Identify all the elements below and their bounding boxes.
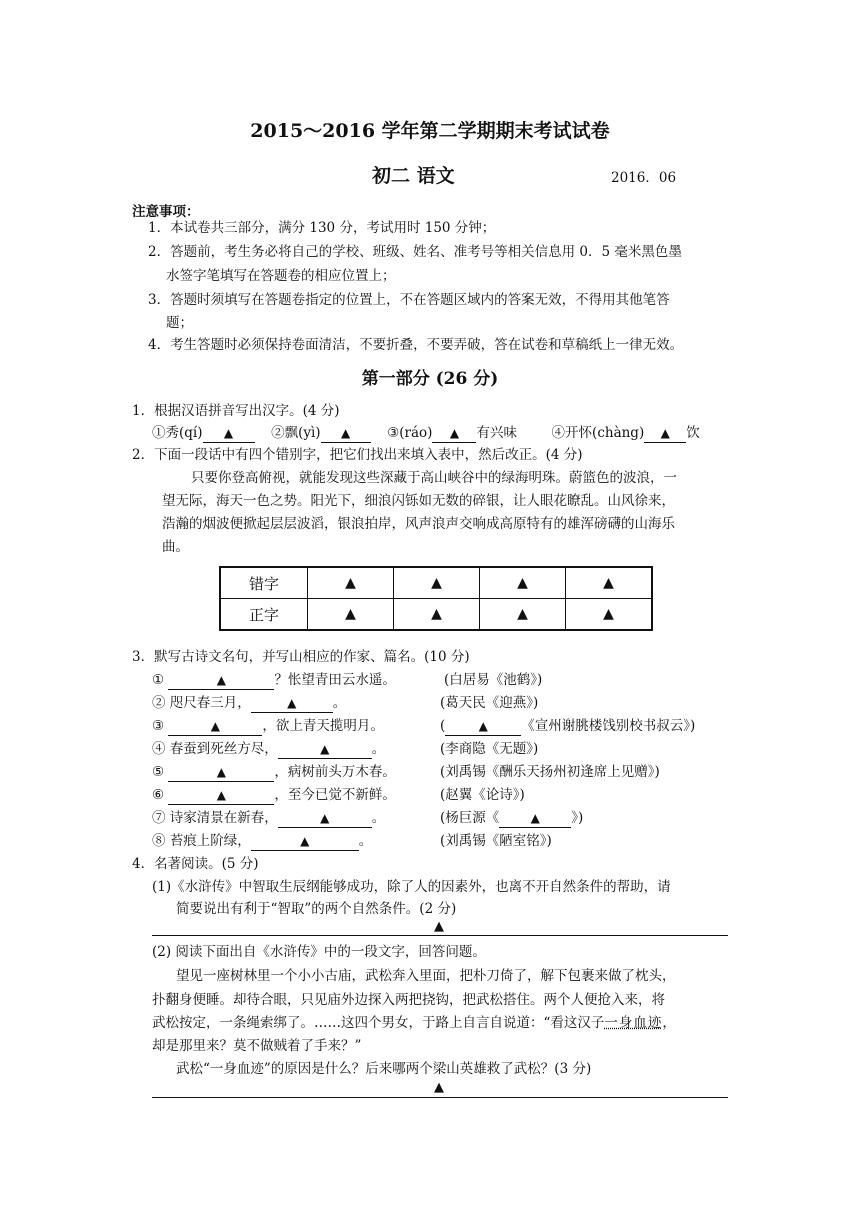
q3-blank-7[interactable] [278, 809, 372, 828]
row-label-correct: 正字 [220, 599, 308, 631]
notice-item-1: 1．本试卷共三部分，满分 130 分，考试用时 150 分钟； [148, 220, 496, 236]
q1-item-4: ④开怀(chàng) [551, 425, 645, 441]
triangle-marker-icon: ▲ [517, 606, 528, 622]
exam-date: 2016．06 [611, 170, 677, 186]
notice-item-4: 4．考生答题时必须保持卷面清洁，不要折叠，不要弄破，答在试卷和草稿纸上一律无效。 [148, 337, 684, 353]
q2-para-line-1: 只要你登高俯视，就能发现这些深藏于高山峡谷中的绿海明珠。蔚篮色的波浪，一 [191, 470, 677, 486]
item-number: ⑧ [152, 833, 166, 849]
q2-para-line-3: 浩瀚的烟波便掀起层层波滔，银浪拍岸，风声浪声交响成高原特有的雄浑磅礴的山海乐 [162, 516, 675, 532]
table-cell[interactable] [566, 599, 653, 631]
q3-stem: 3．默写古诗文名句，并写山相应的作家、篇名。(10 分) [132, 649, 470, 665]
q4-para-line-1: 望见一座树林里一个小小古庙，武松奔入里面，把朴刀倚了，解下包裹来做了枕头， [176, 968, 676, 984]
notice-heading: 注意事项： [132, 204, 200, 220]
q3-item-8 [152, 830, 372, 852]
q1-item-3: ③(ráo) [387, 425, 433, 441]
section-heading: 第一部分 (26 分) [361, 369, 499, 389]
q1-blank-3[interactable] [432, 424, 476, 443]
verse-text: ？怅望青田云水遥。 [274, 672, 396, 688]
triangle-marker-icon: ▲ [287, 696, 297, 710]
source-text: 《宣州谢朓楼饯别校书叔云》) [521, 718, 696, 734]
q3-source-4: (李商隐《无题》) [440, 741, 539, 757]
notice-item-2: 2．答题前，考生务必将自己的学校、班级、姓名、准考号等相关信息用 0．5 毫米黑色墨 [148, 244, 682, 260]
row-label-wrong: 错字 [220, 567, 308, 599]
table-cell[interactable] [480, 567, 566, 599]
q3-blank-5[interactable] [168, 763, 274, 782]
verse-text: 。 [371, 810, 386, 826]
table-cell[interactable] [394, 599, 480, 631]
q4-sub1-line-2: 简要说出有利于“智取”的两个自然条件。(2 分) [176, 901, 457, 917]
q3-item-5 [152, 761, 396, 783]
answer-line-2[interactable] [152, 1097, 728, 1098]
q4-stem: 4．名著阅读。(5 分) [132, 856, 259, 872]
triangle-marker-icon: ▲ [340, 426, 351, 440]
item-number: ① [152, 672, 165, 688]
source-text: (杨巨源《 [440, 810, 500, 826]
triangle-marker-icon: ▲ [478, 719, 488, 733]
verse-text: 诗家清景在新春， [169, 810, 278, 826]
triangle-marker-icon: ▲ [320, 742, 330, 756]
verse-text: 春蚕到死丝方尽， [169, 741, 278, 757]
q3-blank-7-title[interactable] [499, 809, 571, 828]
q3-blank-3-author[interactable] [445, 717, 521, 736]
triangle-marker-icon: ▲ [660, 426, 670, 440]
q4-para-line-2: 扑翻身便睡。却待合眼，只见庙外边探入两把挠钩，把武松搭住。两个人便抢入来，将 [152, 992, 665, 1008]
q3-source-2: (葛天民《迎燕》) [440, 695, 539, 711]
emphasized-text: 一身血迹 [604, 1015, 663, 1031]
q4-sub2-question: 武松“一身血迹”的原因是什么？后来哪两个梁山英雄救了武松？(3 分) [176, 1061, 592, 1077]
q3-source-5: (刘禹锡《酬乐天扬州初逢席上见赠》) [440, 764, 660, 780]
item-number: ② [152, 695, 166, 711]
q3-item-1 [152, 669, 396, 691]
q1-item-3-after: 有兴味 [476, 425, 517, 441]
q4-para-line-3 [152, 1012, 676, 1034]
q1-items [152, 422, 700, 444]
verse-text: 。 [358, 833, 373, 849]
q2-para-line-2: 望无际，海天一色之势。阳光下，细浪闪铄如无数的碎银，让人眼花瞭乱。山风徐来， [162, 493, 675, 509]
verse-text: ，欲上青天揽明月。 [262, 718, 384, 734]
exam-subtitle: 初二 语文 [372, 165, 455, 187]
q1-item-4-after: 饮 [686, 425, 700, 441]
q2-stem: 2．下面一段话中有四个错别字，把它们找出来填入表中，然后改正。(4 分) [132, 447, 583, 463]
triangle-marker-icon: ▲ [345, 575, 356, 591]
triangle-marker-icon: ▲ [300, 834, 310, 848]
table-cell[interactable] [394, 567, 480, 599]
q3-blank-4[interactable] [278, 740, 372, 759]
q1-item-1: ①秀(qí) [152, 425, 203, 441]
q3-item-4 [152, 738, 385, 760]
item-number: ⑤ [152, 764, 165, 780]
triangle-marker-icon: ▲ [603, 575, 614, 591]
triangle-marker-icon: ▲ [320, 811, 330, 825]
table-cell[interactable] [566, 567, 653, 599]
table-row [220, 567, 652, 599]
q3-blank-2[interactable] [251, 694, 333, 713]
triangle-marker-icon: ▲ [434, 1080, 444, 1095]
verse-text: 。 [371, 741, 386, 757]
q3-blank-3[interactable] [168, 717, 262, 736]
triangle-marker-icon: ▲ [603, 606, 614, 622]
verse-text: 咫尺春三月， [169, 695, 251, 711]
q3-source-1: (白居易《池鹤》) [444, 672, 543, 688]
triangle-marker-icon: ▲ [434, 919, 444, 934]
item-number: ③ [152, 718, 165, 734]
triangle-marker-icon: ▲ [431, 575, 442, 591]
triangle-marker-icon: ▲ [517, 575, 528, 591]
triangle-marker-icon: ▲ [431, 606, 442, 622]
verse-text: ，至今已觉不新鲜。 [274, 787, 396, 803]
q3-source-6: (赵翼《论诗》) [440, 787, 525, 803]
table-row [220, 599, 652, 631]
q3-blank-8[interactable] [251, 832, 359, 851]
notice-item-2-cont: 水签字笔填写在答题卷的相应位置上； [166, 268, 396, 284]
triangle-marker-icon: ▲ [210, 719, 221, 733]
triangle-marker-icon: ▲ [216, 788, 227, 802]
verse-text: ，病树前头万木春。 [274, 764, 396, 780]
q4-para-line-4: 却是那里来？莫不做贼着了手来？” [152, 1038, 362, 1054]
q1-stem: 1．根据汉语拼音写出汉字。(4 分) [132, 403, 340, 419]
q1-blank-1[interactable] [203, 424, 255, 443]
q3-blank-1[interactable] [168, 671, 274, 690]
item-number: ④ [152, 741, 166, 757]
q3-item-6 [152, 784, 396, 806]
q4-sub1-line-1: (1)《水浒传》中智取生辰纲能够成功，除了人的因素外，也离不开自然条件的帮助，请 [152, 879, 671, 895]
q3-item-2 [152, 692, 346, 714]
item-number: ⑦ [152, 810, 166, 826]
answer-line-1[interactable] [152, 935, 728, 936]
triangle-marker-icon: ▲ [223, 426, 234, 440]
paragraph-text: ， [662, 1015, 676, 1031]
q1-blank-2[interactable] [321, 424, 371, 443]
triangle-marker-icon: ▲ [530, 811, 540, 825]
notice-item-3-cont: 题； [166, 315, 193, 331]
table-cell[interactable] [308, 599, 394, 631]
q2-correction-table [219, 566, 653, 631]
q4-sub2-stem: (2) 阅读下面出自《水浒传》中的一段文字，回答问题。 [152, 944, 486, 960]
q3-source-3: ( ▲ 《宣州谢朓楼饯别校书叔云》) [440, 718, 696, 734]
exam-title: 2015～2016 学年第二学期期末考试试卷 [250, 120, 610, 142]
verse-text: 。 [332, 695, 347, 711]
q2-para-line-4: 曲。 [162, 539, 189, 555]
triangle-marker-icon: ▲ [345, 606, 356, 622]
notice-item-3: 3．答题时须填写在答题卷指定的位置上，不在答题区域内的答案无效，不得用其他笔答 [148, 292, 670, 308]
paragraph-text: 武松按定，一条绳索绑了。……这四个男女，于路上自言自说道：“看这汉子 [152, 1015, 605, 1031]
q1-item-2: ②飘(yì) [271, 425, 321, 441]
q1-blank-4[interactable] [644, 424, 686, 443]
q3-item-7 [152, 807, 385, 829]
triangle-marker-icon: ▲ [216, 765, 227, 779]
table-cell[interactable] [480, 599, 566, 631]
q3-blank-6[interactable] [168, 786, 274, 805]
triangle-marker-icon: ▲ [216, 673, 227, 687]
verse-text: 苔痕上阶绿， [169, 833, 251, 849]
triangle-marker-icon: ▲ [449, 426, 460, 440]
item-number: ⑥ [152, 787, 165, 803]
source-text: 》) [571, 810, 584, 826]
q3-item-3 [152, 715, 384, 737]
table-cell[interactable] [308, 567, 394, 599]
q3-source-7 [440, 807, 583, 829]
q3-source-8: (刘禹锡《陋室铭》) [440, 833, 552, 849]
